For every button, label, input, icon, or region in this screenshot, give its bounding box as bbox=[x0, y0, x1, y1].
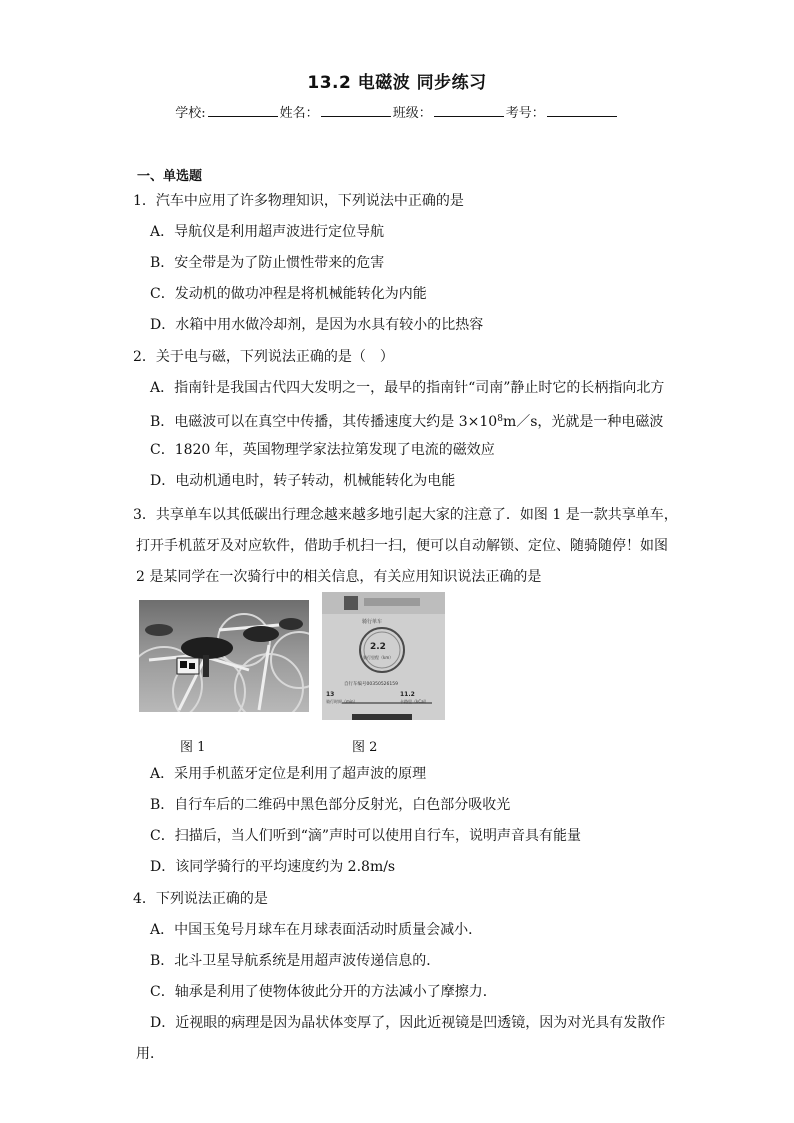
screen-bike-number: 自行车编号00350526159 bbox=[344, 682, 398, 687]
q1-stem: 1．汽车中应用了许多物理知识，下列说法中正确的是 bbox=[133, 193, 464, 209]
screen-time-value: 13 bbox=[326, 691, 335, 698]
student-info-line bbox=[0, 102, 794, 121]
q1-option-d: D．水箱中用水做冷却剂，是因为水具有较小的比热容 bbox=[150, 317, 484, 333]
figure-1-bike-photo bbox=[139, 600, 309, 712]
q4-stem: 4．下列说法正确的是 bbox=[133, 891, 268, 907]
q1-option-a: A．导航仪是利用超声波进行定位导航 bbox=[150, 224, 385, 240]
screen-distance-unit: 骑行里程（km） bbox=[363, 655, 394, 660]
screen-header: 骑行单车 bbox=[362, 619, 383, 625]
q2-option-c: C．1820 年，英国物理学家法拉第发现了电流的磁效应 bbox=[150, 442, 495, 458]
q2-stem: 2．关于电与磁，下列说法正确的是（ ） bbox=[133, 349, 394, 365]
q2-option-d: D．电动机通电时，转子转动，机械能转化为电能 bbox=[150, 473, 456, 489]
name-blank bbox=[321, 104, 391, 117]
q3-option-a: A．采用手机蓝牙定位是利用了超声波的原理 bbox=[150, 766, 427, 782]
q2-option-a: A．指南针是我国古代四大发明之一，最早的指南针“司南”静止时它的长柄指向北方 bbox=[150, 380, 665, 396]
bike-photo-svg bbox=[139, 600, 309, 712]
figure-1-caption: 图 1 bbox=[180, 740, 206, 755]
q1-option-b: B．安全带是为了防止惯性带来的危害 bbox=[150, 255, 385, 271]
screen-calorie-value: 11.2 bbox=[400, 691, 415, 698]
q4-option-a: A．中国玉兔号月球车在月球表面活动时质量会减小． bbox=[150, 922, 483, 938]
school-label: 学校: bbox=[175, 106, 206, 121]
q3-stem-line-3: 2 是某同学在一次骑行中的相关信息，有关应用知识说法正确的是 bbox=[136, 569, 542, 585]
q3-option-c: C．扫描后，当人们听到“滴”声时可以使用自行车，说明声音具有能量 bbox=[150, 828, 582, 844]
school-blank bbox=[208, 104, 278, 117]
q4-option-d-continued: 用． bbox=[136, 1046, 164, 1062]
q2-option-b-post: m／s，光就是一种电磁波 bbox=[502, 414, 664, 430]
section-heading: 一、单选题 bbox=[137, 169, 203, 184]
q3-stem-line-2: 打开手机蓝牙及对应软件，借助手机扫一扫，便可以自动解锁、定位、随骑随停！如图 bbox=[136, 538, 668, 554]
screen-calorie-label: 卡路里（kCal） bbox=[400, 699, 429, 704]
q2-option-b bbox=[150, 409, 663, 432]
q4-option-b: B．北斗卫星导航系统是用超声波传递信息的． bbox=[150, 953, 441, 969]
screen-time-label: 骑行时间（min） bbox=[326, 699, 358, 704]
class-label: 班级： bbox=[392, 106, 432, 121]
q4-option-c: C．轴承是利用了使物体彼此分开的方法减小了摩擦力． bbox=[150, 984, 497, 1000]
screen-distance-value: 2.2 bbox=[370, 642, 386, 652]
figure-2-app-screenshot bbox=[322, 592, 445, 720]
id-label: 考号： bbox=[505, 106, 545, 121]
page-title: 13.2 电磁波 同步练习 bbox=[307, 73, 487, 93]
figure-2-caption: 图 2 bbox=[352, 740, 378, 755]
name-label: 姓名： bbox=[279, 106, 319, 121]
id-blank bbox=[547, 104, 617, 117]
q3-stem-line-1: 3．共享单车以其低碳出行理念越来越多地引起大家的注意了．如图 1 是一款共享单车， bbox=[133, 507, 678, 523]
q2-option-b-pre: B．电磁波可以在真空中传播，其传播速度大约是 3×10 bbox=[150, 414, 498, 430]
q4-option-d: D．近视眼的病理是因为晶状体变厚了，因此近视镜是凹透镜，因为对光具有发散作 bbox=[150, 1015, 666, 1031]
q3-option-d: D．该同学骑行的平均速度约为 2.8m/s bbox=[150, 859, 396, 875]
q3-option-b: B．自行车后的二维码中黑色部分反射光，白色部分吸收光 bbox=[150, 797, 511, 813]
q2-option-b-exponent: 8 bbox=[497, 414, 503, 424]
q1-option-c: C．发动机的做功冲程是将机械能转化为内能 bbox=[150, 286, 427, 302]
class-blank bbox=[434, 104, 504, 117]
